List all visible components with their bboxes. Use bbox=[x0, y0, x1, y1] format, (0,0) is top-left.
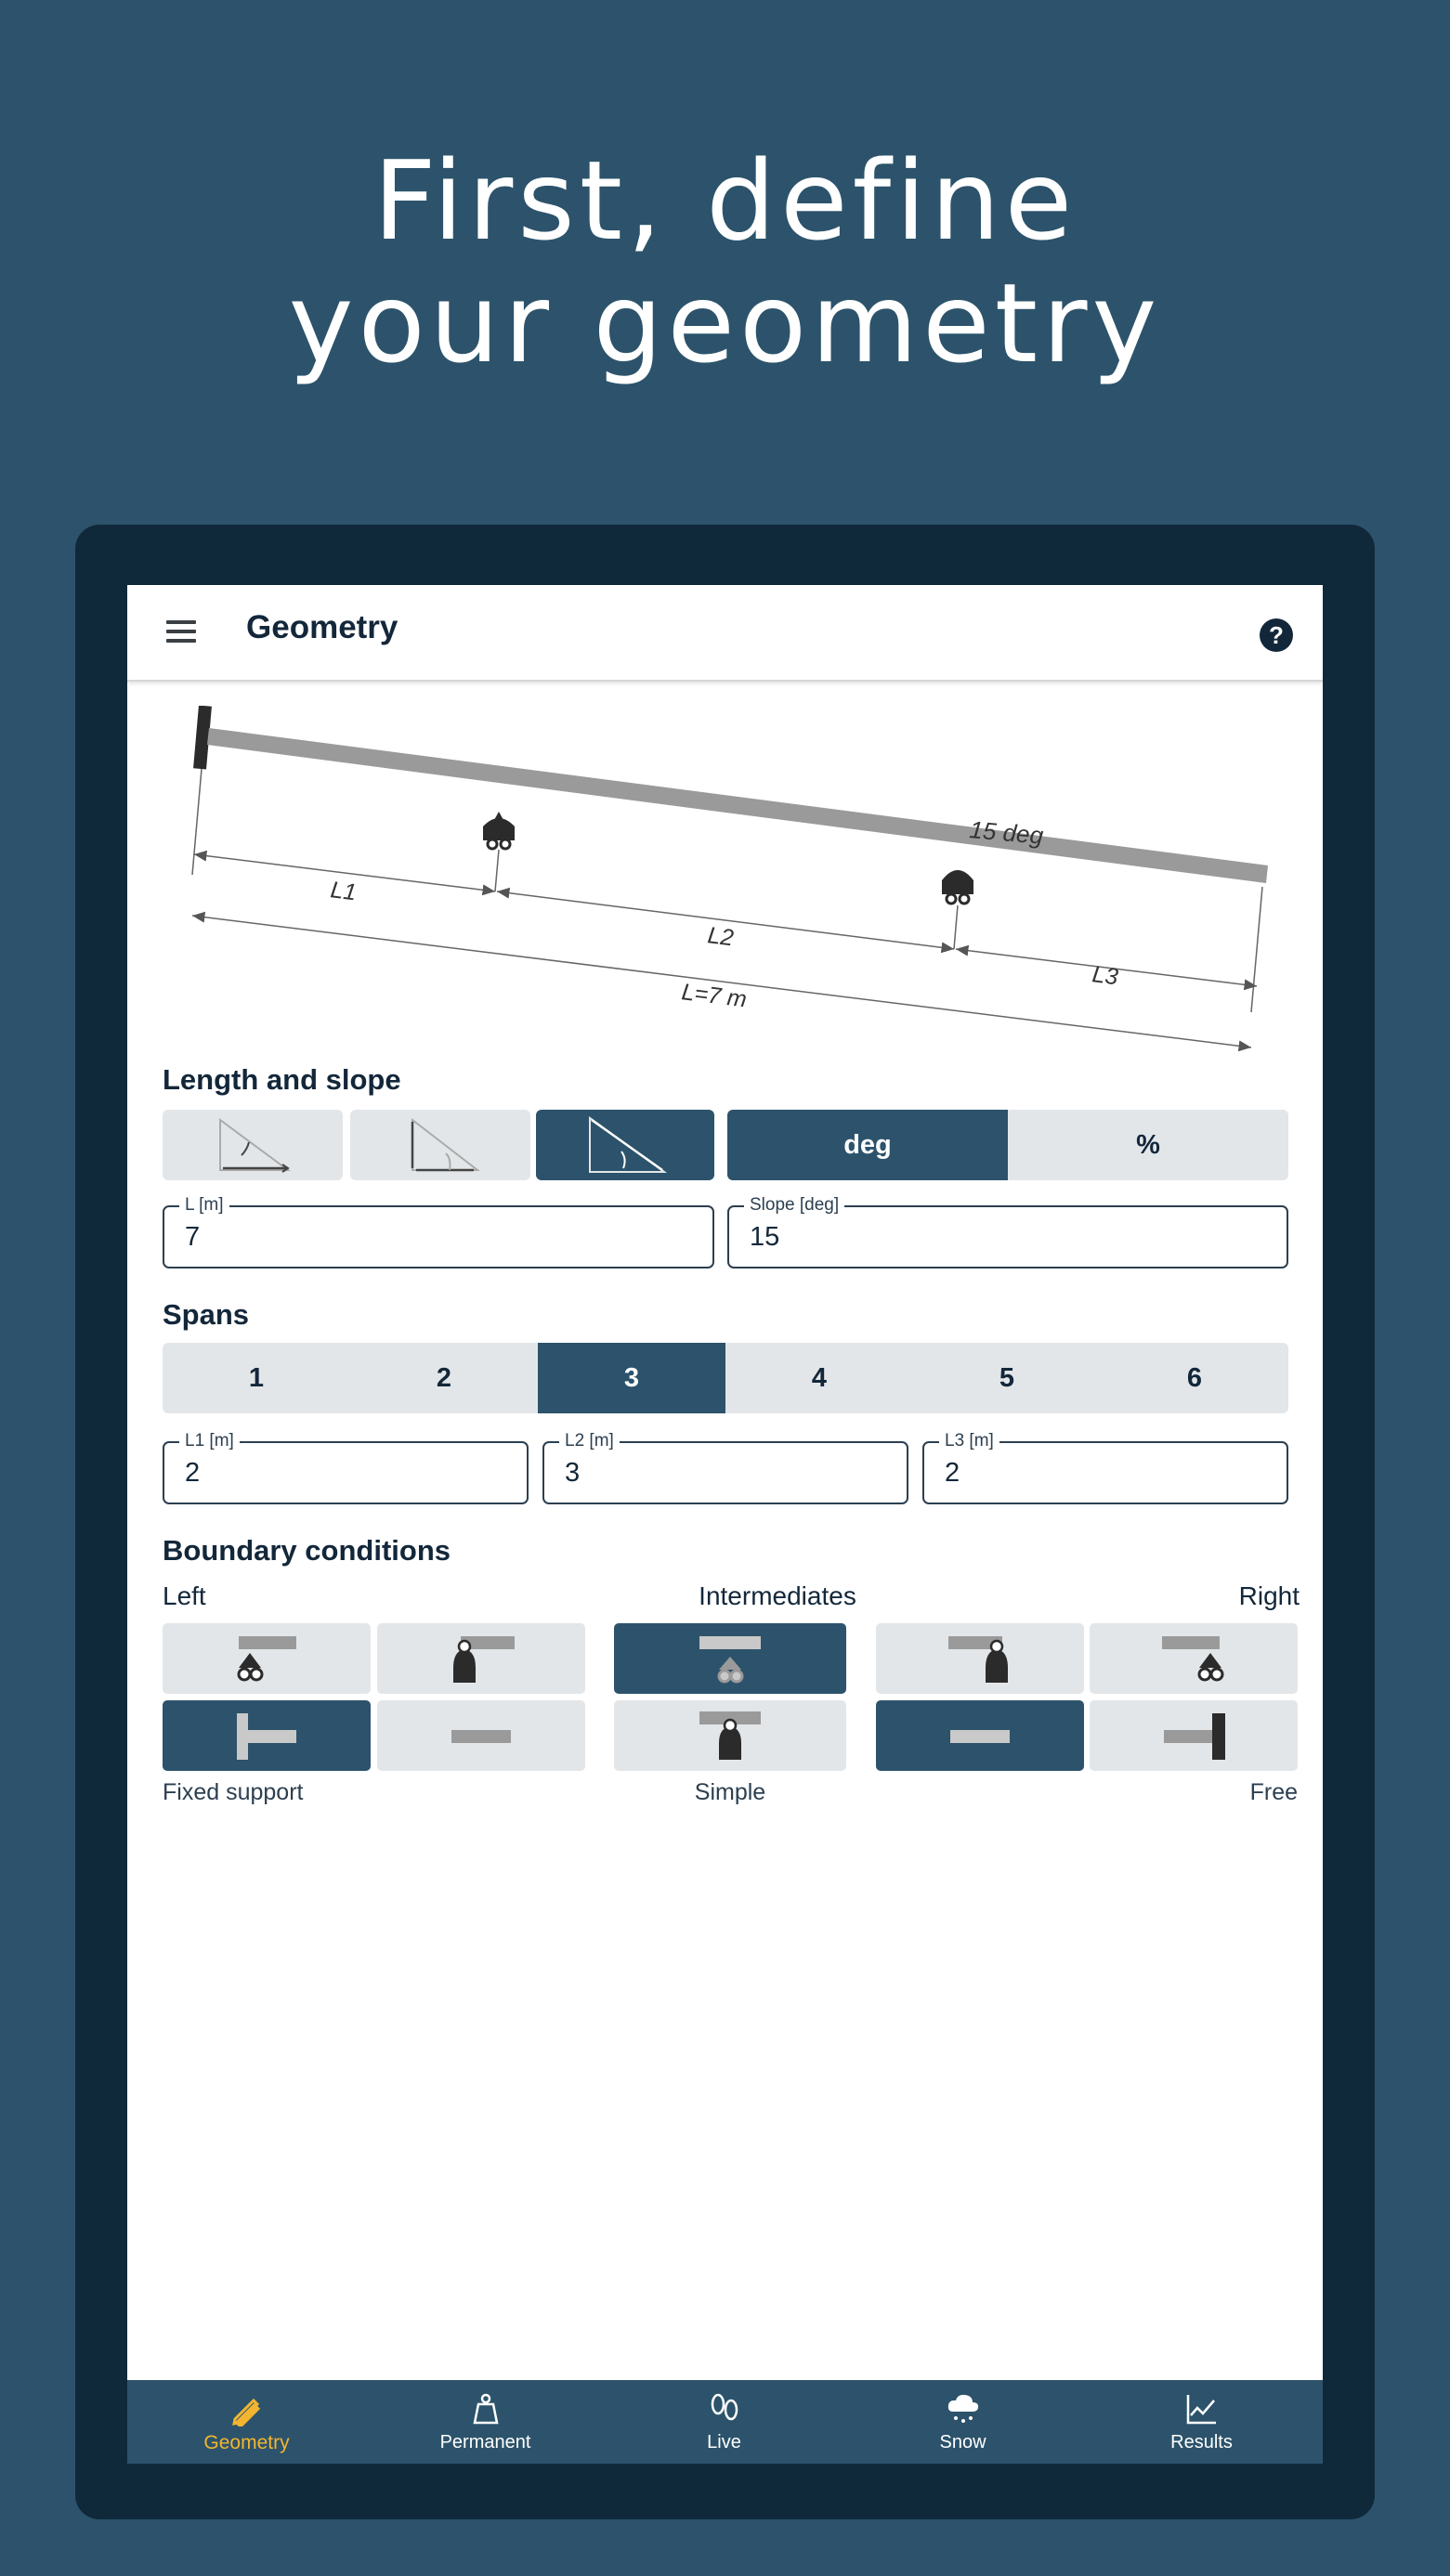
mode-vertical-button[interactable] bbox=[350, 1110, 530, 1180]
span-label-l1: L1 bbox=[329, 877, 359, 906]
page-title: Geometry bbox=[246, 609, 398, 645]
l2-field[interactable] bbox=[542, 1431, 908, 1504]
nav-permanent[interactable] bbox=[366, 2380, 605, 2464]
left-fixed-support-button[interactable] bbox=[163, 1700, 371, 1771]
headline bbox=[0, 137, 1450, 387]
left-roller-support-button[interactable] bbox=[163, 1623, 371, 1694]
nav-results[interactable] bbox=[1082, 2380, 1321, 2464]
roller-support-icon bbox=[614, 1623, 846, 1694]
triangle-inclined-icon bbox=[579, 1112, 672, 1177]
beam bbox=[193, 706, 1268, 883]
left-pin-support-button[interactable] bbox=[377, 1623, 585, 1694]
beam-body bbox=[207, 728, 1268, 883]
boundary-title: Boundary conditions bbox=[163, 1534, 451, 1567]
slope-field[interactable] bbox=[727, 1195, 1288, 1268]
fixed-support-icon bbox=[163, 1700, 371, 1771]
app-screen bbox=[127, 585, 1323, 2464]
headline-line-2: your geometry bbox=[288, 259, 1162, 387]
nav-geometry-label: Geometry bbox=[203, 2432, 290, 2453]
pin-support-icon bbox=[614, 1700, 846, 1771]
length-field-label: L [m] bbox=[179, 1195, 229, 1216]
boundary-left-label: Left bbox=[163, 1581, 206, 1610]
triangle-vertical-icon bbox=[394, 1112, 487, 1177]
right-caption: Free bbox=[1249, 1779, 1298, 1805]
triangle-horizontal-icon bbox=[206, 1112, 299, 1177]
nav-permanent-label: Permanent bbox=[439, 2432, 531, 2452]
left-caption: Fixed support bbox=[163, 1779, 304, 1805]
l3-field[interactable] bbox=[922, 1431, 1288, 1504]
menu-icon[interactable] bbox=[166, 620, 196, 643]
free-end-icon bbox=[377, 1700, 585, 1771]
total-length-label: L=7 m bbox=[680, 979, 749, 1013]
l3-field-label: L3 [m] bbox=[939, 1431, 999, 1451]
l1-field-label: L1 [m] bbox=[179, 1431, 240, 1451]
roller-support-icon bbox=[1090, 1623, 1298, 1694]
intermediates-caption: Simple bbox=[694, 1779, 766, 1805]
span-label-l2: L2 bbox=[706, 922, 736, 952]
nav-live[interactable] bbox=[605, 2380, 843, 2464]
free-end-icon bbox=[876, 1700, 1084, 1771]
span-label-l3: L3 bbox=[1091, 961, 1120, 991]
help-icon[interactable]: ? bbox=[1260, 618, 1293, 652]
nav-snow[interactable] bbox=[843, 2380, 1082, 2464]
slope-label: 15 deg bbox=[968, 815, 1045, 850]
fixed-support-icon bbox=[1090, 1700, 1298, 1771]
pin-support-icon bbox=[377, 1623, 585, 1694]
right-roller-support-button[interactable] bbox=[1090, 1623, 1298, 1694]
nav-geometry[interactable] bbox=[127, 2380, 366, 2464]
span-option-1[interactable]: 1 bbox=[163, 1343, 350, 1413]
length-field[interactable] bbox=[163, 1195, 714, 1268]
nav-live-label: Live bbox=[707, 2432, 741, 2452]
l1-field[interactable] bbox=[163, 1431, 529, 1504]
nav-snow-label: Snow bbox=[939, 2432, 986, 2452]
l3-field-value: 2 bbox=[945, 1458, 960, 1488]
l2-field-label: L2 [m] bbox=[559, 1431, 620, 1451]
weight-icon bbox=[468, 2391, 503, 2426]
roller-support-icon bbox=[163, 1623, 371, 1694]
boundary-intermediates-label: Intermediates bbox=[699, 1581, 856, 1610]
slope-field-value: 15 bbox=[750, 1222, 780, 1252]
pin-support-icon bbox=[876, 1623, 1084, 1694]
headline-line-1: First, define bbox=[372, 137, 1078, 265]
span-option-5[interactable]: 5 bbox=[913, 1343, 1101, 1413]
snow-cloud-icon bbox=[946, 2391, 981, 2426]
boundary-right-label: Right bbox=[1238, 1581, 1300, 1610]
intermediate-roller-button[interactable] bbox=[614, 1623, 846, 1694]
span-option-3[interactable]: 3 bbox=[538, 1343, 725, 1413]
spans-title: Spans bbox=[163, 1298, 250, 1331]
length-slope-title: Length and slope bbox=[163, 1063, 401, 1096]
unit-percent-button[interactable]: % bbox=[1008, 1110, 1288, 1180]
roller-support-2 bbox=[942, 870, 973, 904]
right-pin-support-button[interactable] bbox=[876, 1623, 1084, 1694]
roller-support-1 bbox=[483, 812, 515, 849]
footprints-icon bbox=[707, 2391, 742, 2426]
intermediate-pin-button[interactable] bbox=[614, 1700, 846, 1771]
right-fixed-support-button[interactable] bbox=[1090, 1700, 1298, 1771]
mode-horizontal-button[interactable] bbox=[163, 1110, 343, 1180]
mode-inclined-button[interactable] bbox=[536, 1110, 714, 1180]
span-option-2[interactable]: 2 bbox=[350, 1343, 538, 1413]
l2-field-value: 3 bbox=[565, 1458, 581, 1488]
span-option-4[interactable]: 4 bbox=[725, 1343, 913, 1413]
slope-field-label: Slope [deg] bbox=[744, 1195, 844, 1216]
nav-results-label: Results bbox=[1170, 2432, 1233, 2452]
right-free-button[interactable] bbox=[876, 1700, 1084, 1771]
chart-icon bbox=[1184, 2391, 1220, 2426]
left-free-button[interactable] bbox=[377, 1700, 585, 1771]
l1-field-value: 2 bbox=[185, 1458, 201, 1488]
unit-deg-button[interactable]: deg bbox=[727, 1110, 1008, 1180]
app-bar bbox=[127, 585, 1323, 682]
bottom-navigation bbox=[127, 2380, 1323, 2464]
pencil-ruler-icon bbox=[229, 2391, 265, 2426]
span-option-6[interactable]: 6 bbox=[1101, 1343, 1288, 1413]
length-field-value: 7 bbox=[185, 1222, 201, 1252]
